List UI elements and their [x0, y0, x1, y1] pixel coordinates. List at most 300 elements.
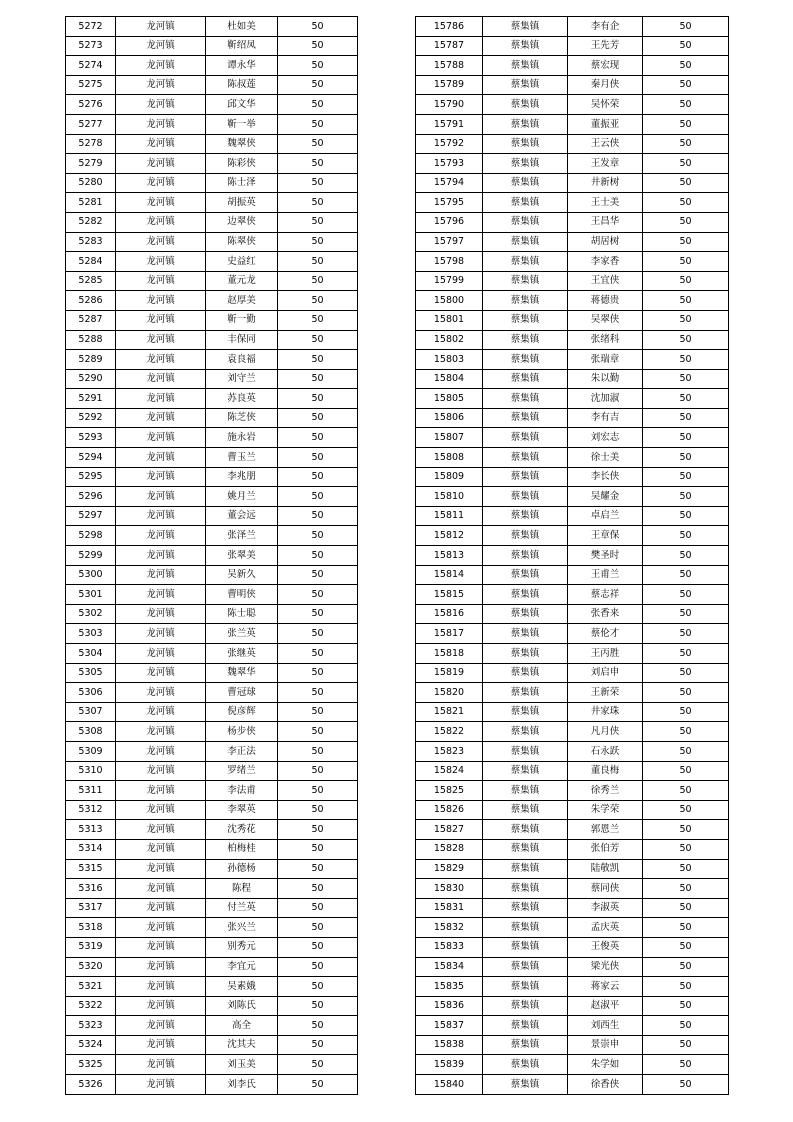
town-cell: 蔡集镇 [483, 604, 568, 624]
town-cell: 龙河镇 [116, 781, 206, 801]
table-row [416, 722, 729, 742]
name-cell: 曹冠球 [206, 683, 278, 703]
amount-cell: 50 [278, 937, 358, 957]
amount-cell: 50 [278, 212, 358, 232]
table-row [66, 271, 358, 291]
row-number-cell: 15824 [416, 761, 483, 781]
name-cell: 孙德杨 [206, 859, 278, 879]
amount-cell: 50 [643, 291, 729, 311]
table-row [66, 232, 358, 252]
town-cell: 蔡集镇 [483, 996, 568, 1016]
name-cell: 胡振英 [206, 193, 278, 213]
table-row [66, 741, 358, 761]
row-number-cell: 15823 [416, 741, 483, 761]
amount-cell: 50 [643, 546, 729, 566]
town-cell: 龙河镇 [116, 212, 206, 232]
name-cell: 蒋德贵 [568, 291, 643, 311]
name-cell: 李兆朋 [206, 467, 278, 487]
row-number-cell: 5312 [66, 800, 116, 820]
row-number-cell: 5320 [66, 957, 116, 977]
row-number-cell: 15805 [416, 389, 483, 409]
amount-cell: 50 [643, 624, 729, 644]
amount-cell: 50 [643, 1055, 729, 1075]
amount-cell: 50 [643, 957, 729, 977]
amount-cell: 50 [643, 134, 729, 154]
table-row [416, 408, 729, 428]
name-cell: 施永岩 [206, 428, 278, 448]
row-number-cell: 15836 [416, 996, 483, 1016]
town-cell: 蔡集镇 [483, 781, 568, 801]
row-number-cell: 5292 [66, 408, 116, 428]
table-row [416, 232, 729, 252]
row-number-cell: 15832 [416, 918, 483, 938]
amount-cell: 50 [643, 526, 729, 546]
amount-cell: 50 [278, 604, 358, 624]
table-row [416, 212, 729, 232]
town-cell: 蔡集镇 [483, 526, 568, 546]
row-number-cell: 15808 [416, 448, 483, 468]
row-number-cell: 5302 [66, 604, 116, 624]
table-row [66, 36, 358, 56]
name-cell: 王俊英 [568, 937, 643, 957]
name-cell: 蔡伦才 [568, 624, 643, 644]
row-number-cell: 5282 [66, 212, 116, 232]
table-row [416, 761, 729, 781]
name-cell: 张继英 [206, 644, 278, 664]
table-row [416, 839, 729, 859]
name-cell: 张泽兰 [206, 526, 278, 546]
amount-cell: 50 [278, 585, 358, 605]
table-row [66, 800, 358, 820]
town-cell: 龙河镇 [116, 820, 206, 840]
table-row [66, 56, 358, 76]
table-row [416, 624, 729, 644]
name-cell: 刘守兰 [206, 369, 278, 389]
name-cell: 董元龙 [206, 271, 278, 291]
table-row [66, 820, 358, 840]
name-cell: 苏良英 [206, 389, 278, 409]
table-row [66, 291, 358, 311]
table-row [66, 1035, 358, 1055]
amount-cell: 50 [278, 996, 358, 1016]
town-cell: 蔡集镇 [483, 722, 568, 742]
right-table [415, 16, 729, 1095]
town-cell: 蔡集镇 [483, 663, 568, 683]
town-cell: 龙河镇 [116, 624, 206, 644]
row-number-cell: 5288 [66, 330, 116, 350]
row-number-cell: 5284 [66, 252, 116, 272]
amount-cell: 50 [278, 839, 358, 859]
table-row [66, 369, 358, 389]
row-number-cell: 5281 [66, 193, 116, 213]
amount-cell: 50 [278, 624, 358, 644]
name-cell: 别秀元 [206, 937, 278, 957]
town-cell: 龙河镇 [116, 389, 206, 409]
table-row [416, 741, 729, 761]
row-number-cell: 5272 [66, 17, 116, 37]
amount-cell: 50 [278, 1016, 358, 1036]
town-cell: 龙河镇 [116, 1055, 206, 1075]
row-number-cell: 15816 [416, 604, 483, 624]
amount-cell: 50 [643, 898, 729, 918]
table-row [66, 1016, 358, 1036]
table-row [416, 526, 729, 546]
table-row [416, 17, 729, 37]
row-number-cell: 5308 [66, 722, 116, 742]
row-number-cell: 15819 [416, 663, 483, 683]
table-row [66, 604, 358, 624]
row-number-cell: 15790 [416, 95, 483, 115]
town-cell: 龙河镇 [116, 467, 206, 487]
town-cell: 龙河镇 [116, 114, 206, 134]
amount-cell: 50 [278, 330, 358, 350]
row-number-cell: 15838 [416, 1035, 483, 1055]
town-cell: 蔡集镇 [483, 173, 568, 193]
name-cell: 吴新久 [206, 565, 278, 585]
name-cell: 徐士美 [568, 448, 643, 468]
town-cell: 龙河镇 [116, 408, 206, 428]
amount-cell: 50 [643, 252, 729, 272]
amount-cell: 50 [278, 1075, 358, 1095]
name-cell: 张翠美 [206, 546, 278, 566]
table-row [66, 937, 358, 957]
row-number-cell: 5286 [66, 291, 116, 311]
row-number-cell: 5285 [66, 271, 116, 291]
town-cell: 龙河镇 [116, 702, 206, 722]
row-number-cell: 5291 [66, 389, 116, 409]
town-cell: 龙河镇 [116, 937, 206, 957]
name-cell: 梁光侠 [568, 957, 643, 977]
town-cell: 龙河镇 [116, 800, 206, 820]
table-row [416, 1055, 729, 1075]
name-cell: 陈士泽 [206, 173, 278, 193]
town-cell: 蔡集镇 [483, 467, 568, 487]
town-cell: 龙河镇 [116, 585, 206, 605]
table-row [66, 761, 358, 781]
row-number-cell: 5319 [66, 937, 116, 957]
name-cell: 张兰英 [206, 624, 278, 644]
amount-cell: 50 [278, 506, 358, 526]
table-row [66, 526, 358, 546]
town-cell: 龙河镇 [116, 996, 206, 1016]
amount-cell: 50 [643, 506, 729, 526]
table-row [66, 487, 358, 507]
name-cell: 张兴兰 [206, 918, 278, 938]
town-cell: 龙河镇 [116, 683, 206, 703]
town-cell: 蔡集镇 [483, 1075, 568, 1095]
table-row [66, 996, 358, 1016]
row-number-cell: 15814 [416, 565, 483, 585]
name-cell: 赵淑平 [568, 996, 643, 1016]
table-row [416, 369, 729, 389]
amount-cell: 50 [278, 154, 358, 174]
town-cell: 蔡集镇 [483, 252, 568, 272]
name-cell: 景崇申 [568, 1035, 643, 1055]
town-cell: 蔡集镇 [483, 428, 568, 448]
amount-cell: 50 [278, 408, 358, 428]
name-cell: 蒋家云 [568, 977, 643, 997]
name-cell: 朱以勤 [568, 369, 643, 389]
name-cell: 胡居树 [568, 232, 643, 252]
row-number-cell: 5298 [66, 526, 116, 546]
town-cell: 龙河镇 [116, 291, 206, 311]
name-cell: 刘宏志 [568, 428, 643, 448]
table-row [416, 291, 729, 311]
row-number-cell: 15807 [416, 428, 483, 448]
name-cell: 张瑞章 [568, 350, 643, 370]
table-row [66, 350, 358, 370]
amount-cell: 50 [643, 232, 729, 252]
town-cell: 蔡集镇 [483, 154, 568, 174]
town-cell: 龙河镇 [116, 722, 206, 742]
table-row [66, 114, 358, 134]
name-cell: 蔡同侠 [568, 879, 643, 899]
name-cell: 张绪科 [568, 330, 643, 350]
name-cell: 吴翠侠 [568, 310, 643, 330]
amount-cell: 50 [643, 820, 729, 840]
amount-cell: 50 [278, 546, 358, 566]
amount-cell: 50 [278, 428, 358, 448]
town-cell: 蔡集镇 [483, 487, 568, 507]
row-number-cell: 5287 [66, 310, 116, 330]
town-cell: 龙河镇 [116, 1035, 206, 1055]
row-number-cell: 5300 [66, 565, 116, 585]
amount-cell: 50 [278, 310, 358, 330]
table-row [416, 898, 729, 918]
table-row [416, 1035, 729, 1055]
row-number-cell: 5277 [66, 114, 116, 134]
name-cell: 杜如美 [206, 17, 278, 37]
name-cell: 靳绍凤 [206, 36, 278, 56]
name-cell: 魏翠侠 [206, 134, 278, 154]
town-cell: 蔡集镇 [483, 134, 568, 154]
name-cell: 朱学如 [568, 1055, 643, 1075]
name-cell: 刘陈氏 [206, 996, 278, 1016]
name-cell: 朱学荣 [568, 800, 643, 820]
amount-cell: 50 [643, 741, 729, 761]
amount-cell: 50 [278, 1055, 358, 1075]
row-number-cell: 15792 [416, 134, 483, 154]
town-cell: 蔡集镇 [483, 644, 568, 664]
name-cell: 王宜侠 [568, 271, 643, 291]
amount-cell: 50 [643, 761, 729, 781]
amount-cell: 50 [643, 918, 729, 938]
amount-cell: 50 [278, 663, 358, 683]
table-row [416, 154, 729, 174]
amount-cell: 50 [643, 154, 729, 174]
table-row [416, 134, 729, 154]
town-cell: 龙河镇 [116, 604, 206, 624]
row-number-cell: 15827 [416, 820, 483, 840]
name-cell: 蔡宏现 [568, 56, 643, 76]
town-cell: 蔡集镇 [483, 1035, 568, 1055]
table-row [66, 722, 358, 742]
name-cell: 张香来 [568, 604, 643, 624]
town-cell: 龙河镇 [116, 350, 206, 370]
name-cell: 井新树 [568, 173, 643, 193]
table-row [66, 154, 358, 174]
town-cell: 龙河镇 [116, 448, 206, 468]
name-cell: 吴素娥 [206, 977, 278, 997]
town-cell: 龙河镇 [116, 369, 206, 389]
town-cell: 蔡集镇 [483, 369, 568, 389]
table-row [416, 1016, 729, 1036]
left-table [65, 16, 358, 1095]
row-number-cell: 5299 [66, 546, 116, 566]
table-row [416, 644, 729, 664]
name-cell: 李有吉 [568, 408, 643, 428]
town-cell: 蔡集镇 [483, 977, 568, 997]
town-cell: 蔡集镇 [483, 957, 568, 977]
row-number-cell: 15833 [416, 937, 483, 957]
amount-cell: 50 [278, 1035, 358, 1055]
row-number-cell: 15834 [416, 957, 483, 977]
town-cell: 蔡集镇 [483, 56, 568, 76]
amount-cell: 50 [278, 879, 358, 899]
row-number-cell: 5307 [66, 702, 116, 722]
name-cell: 刘玉美 [206, 1055, 278, 1075]
row-number-cell: 15831 [416, 898, 483, 918]
row-number-cell: 15835 [416, 977, 483, 997]
town-cell: 蔡集镇 [483, 702, 568, 722]
table-row [66, 75, 358, 95]
name-cell: 袁良福 [206, 350, 278, 370]
row-number-cell: 5321 [66, 977, 116, 997]
table-row [66, 663, 358, 683]
amount-cell: 50 [278, 722, 358, 742]
amount-cell: 50 [643, 644, 729, 664]
amount-cell: 50 [643, 604, 729, 624]
row-number-cell: 5324 [66, 1035, 116, 1055]
row-number-cell: 15839 [416, 1055, 483, 1075]
row-number-cell: 5273 [66, 36, 116, 56]
town-cell: 龙河镇 [116, 252, 206, 272]
name-cell: 王昌华 [568, 212, 643, 232]
town-cell: 龙河镇 [116, 859, 206, 879]
name-cell: 姚月兰 [206, 487, 278, 507]
amount-cell: 50 [643, 800, 729, 820]
amount-cell: 50 [278, 467, 358, 487]
amount-cell: 50 [643, 1075, 729, 1095]
town-cell: 蔡集镇 [483, 937, 568, 957]
amount-cell: 50 [643, 683, 729, 703]
row-number-cell: 15801 [416, 310, 483, 330]
name-cell: 王先芳 [568, 36, 643, 56]
row-number-cell: 15837 [416, 1016, 483, 1036]
table-row [66, 95, 358, 115]
town-cell: 龙河镇 [116, 154, 206, 174]
town-cell: 蔡集镇 [483, 17, 568, 37]
amount-cell: 50 [278, 487, 358, 507]
amount-cell: 50 [643, 448, 729, 468]
row-number-cell: 5313 [66, 820, 116, 840]
name-cell: 蔡志祥 [568, 585, 643, 605]
name-cell: 孟庆英 [568, 918, 643, 938]
row-number-cell: 15794 [416, 173, 483, 193]
town-cell: 龙河镇 [116, 173, 206, 193]
table-row [416, 467, 729, 487]
name-cell: 赵厚美 [206, 291, 278, 311]
town-cell: 龙河镇 [116, 134, 206, 154]
amount-cell: 50 [278, 957, 358, 977]
name-cell: 沈其夫 [206, 1035, 278, 1055]
town-cell: 蔡集镇 [483, 448, 568, 468]
town-cell: 龙河镇 [116, 56, 206, 76]
name-cell: 邱文华 [206, 95, 278, 115]
name-cell: 罗绪兰 [206, 761, 278, 781]
table-row [66, 585, 358, 605]
name-cell: 陆敬凯 [568, 859, 643, 879]
table-row [416, 937, 729, 957]
amount-cell: 50 [278, 702, 358, 722]
row-number-cell: 15815 [416, 585, 483, 605]
row-number-cell: 15825 [416, 781, 483, 801]
name-cell: 陈叔莲 [206, 75, 278, 95]
row-number-cell: 5280 [66, 173, 116, 193]
amount-cell: 50 [278, 271, 358, 291]
row-number-cell: 5274 [66, 56, 116, 76]
table-row [66, 467, 358, 487]
town-cell: 蔡集镇 [483, 271, 568, 291]
row-number-cell: 15809 [416, 467, 483, 487]
amount-cell: 50 [278, 95, 358, 115]
amount-cell: 50 [643, 330, 729, 350]
row-number-cell: 15810 [416, 487, 483, 507]
row-number-cell: 5315 [66, 859, 116, 879]
row-number-cell: 15820 [416, 683, 483, 703]
amount-cell: 50 [278, 252, 358, 272]
town-cell: 蔡集镇 [483, 761, 568, 781]
town-cell: 龙河镇 [116, 957, 206, 977]
row-number-cell: 5326 [66, 1075, 116, 1095]
table-row [416, 487, 729, 507]
right-table-body [416, 17, 729, 1095]
row-number-cell: 15799 [416, 271, 483, 291]
amount-cell: 50 [278, 898, 358, 918]
table-row [66, 957, 358, 977]
table-row [416, 683, 729, 703]
town-cell: 蔡集镇 [483, 114, 568, 134]
row-number-cell: 15795 [416, 193, 483, 213]
town-cell: 龙河镇 [116, 506, 206, 526]
row-number-cell: 5293 [66, 428, 116, 448]
amount-cell: 50 [643, 977, 729, 997]
amount-cell: 50 [278, 859, 358, 879]
amount-cell: 50 [643, 369, 729, 389]
amount-cell: 50 [278, 56, 358, 76]
table-row [66, 1075, 358, 1095]
table-row [66, 1055, 358, 1075]
amount-cell: 50 [643, 996, 729, 1016]
amount-cell: 50 [278, 448, 358, 468]
row-number-cell: 15798 [416, 252, 483, 272]
table-row [416, 252, 729, 272]
table-row [66, 918, 358, 938]
name-cell: 刘李氏 [206, 1075, 278, 1095]
amount-cell: 50 [643, 859, 729, 879]
name-cell: 陈彩侠 [206, 154, 278, 174]
row-number-cell: 5301 [66, 585, 116, 605]
name-cell: 陈程 [206, 879, 278, 899]
amount-cell: 50 [278, 291, 358, 311]
name-cell: 李淑英 [568, 898, 643, 918]
row-number-cell: 5275 [66, 75, 116, 95]
table-row [416, 506, 729, 526]
town-cell: 龙河镇 [116, 330, 206, 350]
row-number-cell: 5296 [66, 487, 116, 507]
table-row [66, 546, 358, 566]
row-number-cell: 15786 [416, 17, 483, 37]
